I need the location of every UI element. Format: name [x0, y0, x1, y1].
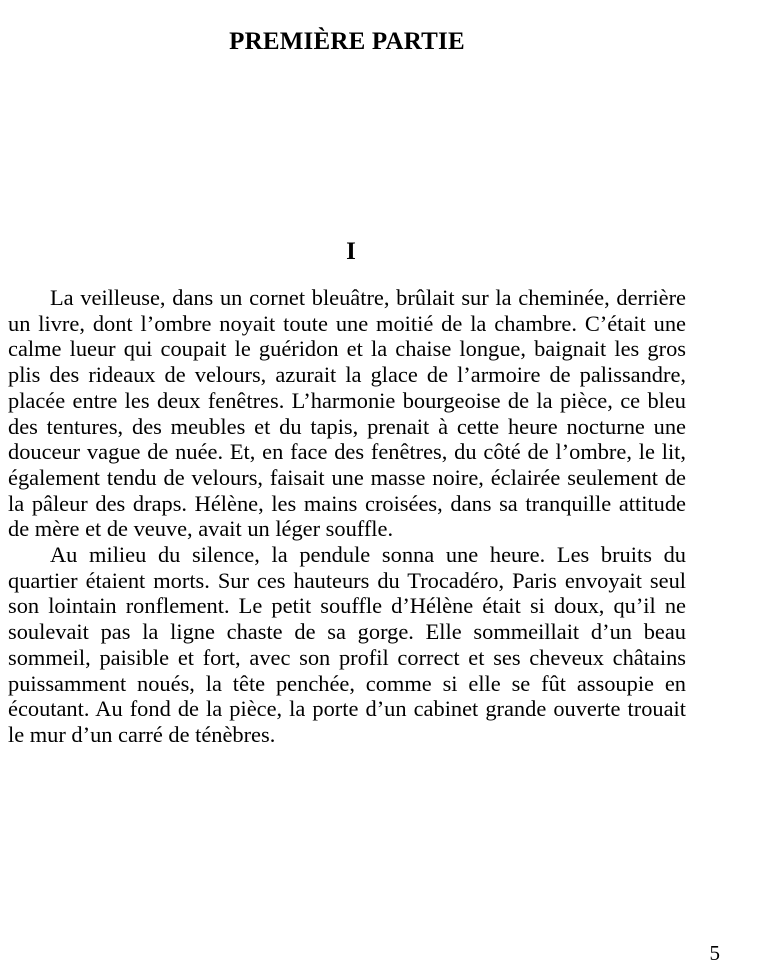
paragraph-2: Au milieu du silence, la pendule sonna une heure. Les bruits du quartier étaient morts. Sur ces hauteurs du Trocadéro, Paris envoyait seul son lointain ronflement. Le petit souffle d’Hélène était si doux, qu’il ne soulevait pas la ligne chaste de sa gorge. Elle sommeillait d’un beau sommeil, paisible et fort, avec son profil correct et ses cheveux châtains puissamment noués, la tête penchée, comme si elle se fût assoupie en écoutant. Au fond de la pièce, la porte d’un cabinet grande ouverte trouait le mur d’un carré de ténèbres. [8, 542, 686, 747]
text-body [8, 285, 686, 748]
paragraph-1: La veilleuse, dans un cornet bleuâtre, brûlait sur la cheminée, derrière un livre, dont l’ombre noyait toute une moitié de la chambre. C’était une calme lueur qui coupait le guéridon et la chaise longue, baignait les gros plis des rideaux de velours, azurait la glace de l’armoire de palissandre, placée entre les deux fenêtres. L’harmonie bourgeoise de la pièce, ce bleu des tentures, des meubles et du tapis, prenait à cette heure nocturne une douceur vague de nuée. Et, en face des fenêtres, du côté de l’ombre, le lit, également tendu de velours, faisait une masse noire, éclairée seulement de la pâleur des draps. Hélène, les mains croisées, dans sa tranquille attitude de mère et de veuve, avait un léger souffle. [8, 285, 686, 542]
chapter-number: I [346, 238, 356, 265]
page-number: 5 [709, 941, 720, 965]
part-title: PREMIÈRE PARTIE [229, 28, 465, 55]
